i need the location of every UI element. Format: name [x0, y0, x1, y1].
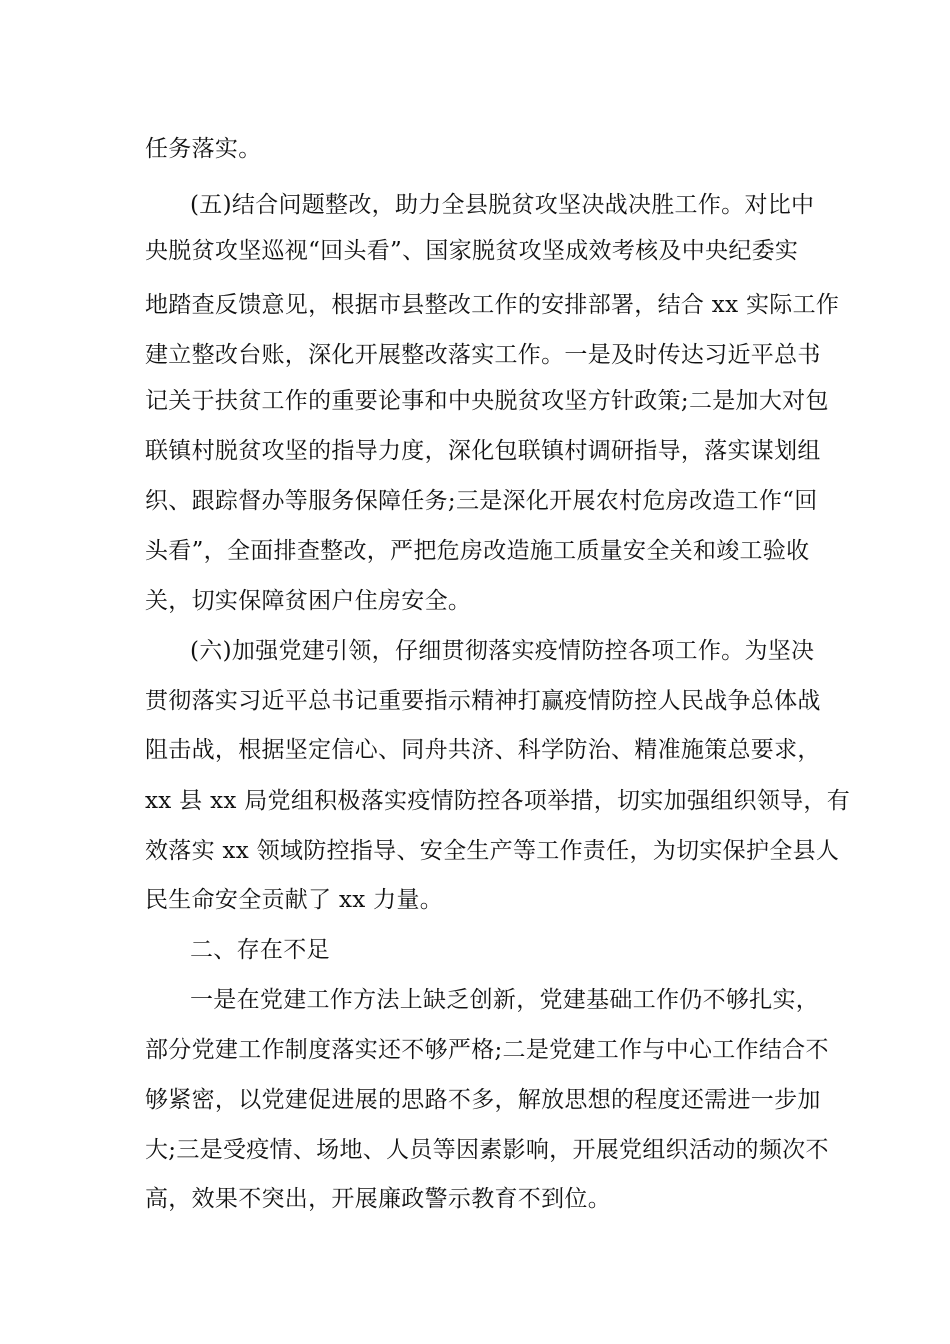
- text-line: 织、跟踪督办等服务保障任务;三是深化开展农村危房改造工作“回: [145, 488, 818, 514]
- text-line: (五)结合问题整改，助力全县脱贫攻坚决战决胜工作。对比中: [190, 192, 815, 218]
- text-line: 关，切实保障贫困户住房安全。: [145, 588, 472, 614]
- text-line: 一是在党建工作方法上缺乏创新，党建基础工作仍不够扎实，: [190, 987, 820, 1013]
- text-line: 头看”，全面排查整改，严把危房改造施工质量安全关和竣工验收: [145, 538, 810, 564]
- text-line: 大;三是受疫情、场地、人员等因素影响，开展党组织活动的频次不: [145, 1137, 829, 1163]
- text-line: xx 县 xx 局党组积极落实疫情防控各项举措，切实加强组织领导，有: [145, 788, 851, 814]
- text-line: 高，效果不突出，开展廉政警示教育不到位。: [145, 1186, 611, 1212]
- text-line: 贯彻落实习近平总书记重要指示精神打赢疫情防控人民战争总体战: [145, 688, 821, 714]
- text-line: 效落实 xx 领域防控指导、安全生产等工作责任，为切实保护全县人: [145, 838, 840, 864]
- text-line: 任务落实。: [145, 136, 262, 162]
- text-line: 阻击战，根据坚定信心、同舟共济、科学防治、精准施策总要求，: [145, 737, 821, 763]
- text-line: 联镇村脱贫攻坚的指导力度，深化包联镇村调研指导，落实谋划组: [145, 438, 821, 464]
- text-line: 地踏查反馈意见，根据市县整改工作的安排部署，结合 xx 实际工作: [145, 292, 840, 318]
- text-line: (六)加强党建引领，仔细贯彻落实疫情防控各项工作。为坚决: [190, 638, 815, 664]
- text-line: 部分党建工作制度落实还不够严格;二是党建工作与中心工作结合不: [145, 1037, 829, 1063]
- text-line: 建立整改台账，深化开展整改落实工作。一是及时传达习近平总书: [145, 342, 821, 368]
- section-heading: 二、存在不足: [190, 937, 330, 963]
- text-line: 央脱贫攻坚巡视“回头看”、国家脱贫攻坚成效考核及中央纪委实: [145, 238, 799, 264]
- text-line: 够紧密，以党建促进展的思路不多，解放思想的程度还需进一步加: [145, 1087, 821, 1113]
- text-line: 民生命安全贡献了 xx 力量。: [145, 887, 444, 913]
- text-line: 记关于扶贫工作的重要论事和中央脱贫攻坚方针政策;二是加大对包: [145, 388, 829, 414]
